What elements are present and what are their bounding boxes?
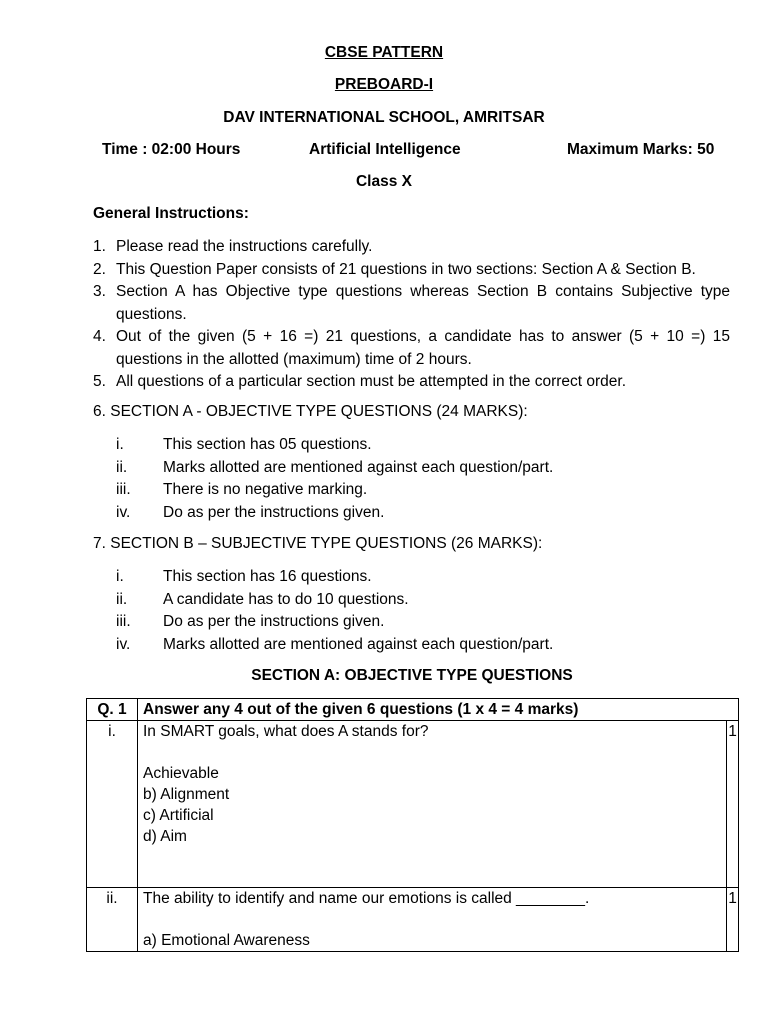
list-item: iii. There is no negative marking. xyxy=(116,481,368,498)
list-item: ii. A candidate has to do 10 questions. xyxy=(116,590,409,608)
row-number: i. xyxy=(87,721,138,888)
row-number: ii. xyxy=(87,888,138,952)
question-table xyxy=(86,698,739,952)
question-cell xyxy=(138,721,727,888)
question-text: The ability to identify and name our emotions is called ________. xyxy=(143,890,590,907)
option-text: Achievable xyxy=(143,765,219,782)
instructions-heading: General Instructions: xyxy=(93,205,249,222)
list-item: i. This section has 05 questions. xyxy=(116,436,372,453)
list-item: 5. All questions of a particular section must be attempted in the correct order. xyxy=(93,373,627,390)
list-item: 3. Section A has Objective type questions whereas Section B contains Subjective type questions. xyxy=(93,283,730,323)
list-item: i. This section has 16 questions. xyxy=(116,568,372,585)
class-label: Class X xyxy=(355,173,412,190)
section-a-info-title: 6. SECTION A - OBJECTIVE TYPE QUESTIONS (24 MARKS): xyxy=(93,403,528,420)
marks-cell: 1 xyxy=(727,721,739,888)
option-text: a) Emotional Awareness xyxy=(143,932,310,949)
question-instruction: Answer any 4 out of the given 6 questions (1 x 4 = 4 marks) xyxy=(138,699,739,721)
question-text: In SMART goals, what does A stands for? xyxy=(143,723,429,740)
list-item: iv. Do as per the instructions given. xyxy=(116,503,385,521)
section-a-title: SECTION A: OBJECTIVE TYPE QUESTIONS xyxy=(251,667,573,684)
list-item: 2. This Question Paper consists of 21 questions in two sections: Section A & Section B. xyxy=(93,260,696,278)
section-b-info-title: 7. SECTION B – SUBJECTIVE TYPE QUESTIONS (26 MARKS): xyxy=(93,535,543,552)
question-label: Q. 1 xyxy=(87,699,138,721)
option-text: c) Artificial xyxy=(143,807,214,824)
list-item: iii. Do as per the instructions given. xyxy=(116,613,385,630)
time-label: Time : 02:00 Hours xyxy=(102,141,241,158)
question-cell xyxy=(138,888,727,952)
section-b-info-list xyxy=(93,566,730,656)
option-text: b) Alignment xyxy=(143,786,230,803)
table-row xyxy=(87,721,739,888)
list-item: 4. Out of the given (5 + 16 =) 21 questions, a candidate has to answer (5 + 10 =) 15 questions in the allotted (maximum) time of 2 hours. xyxy=(93,328,730,368)
list-item: ii. Marks allotted are mentioned against each question/part. xyxy=(116,458,554,476)
instructions-list xyxy=(93,236,730,394)
section-a-info-list xyxy=(93,434,730,524)
exam-title: PREBOARD-I xyxy=(334,76,434,93)
list-item: 1. Please read the instructions carefully. xyxy=(93,238,373,255)
school-name: DAV INTERNATIONAL SCHOOL, AMRITSAR xyxy=(223,109,545,126)
table-row xyxy=(87,888,739,952)
subject-label: Artificial Intelligence xyxy=(309,141,461,158)
marks-cell: 1 xyxy=(727,888,739,952)
pattern-title: CBSE PATTERN xyxy=(324,44,444,61)
max-marks-label: Maximum Marks: 50 xyxy=(567,141,715,158)
option-text: d) Aim xyxy=(143,828,187,845)
table-header-row xyxy=(87,699,739,721)
list-item: iv. Marks allotted are mentioned against each question/part. xyxy=(116,635,554,653)
